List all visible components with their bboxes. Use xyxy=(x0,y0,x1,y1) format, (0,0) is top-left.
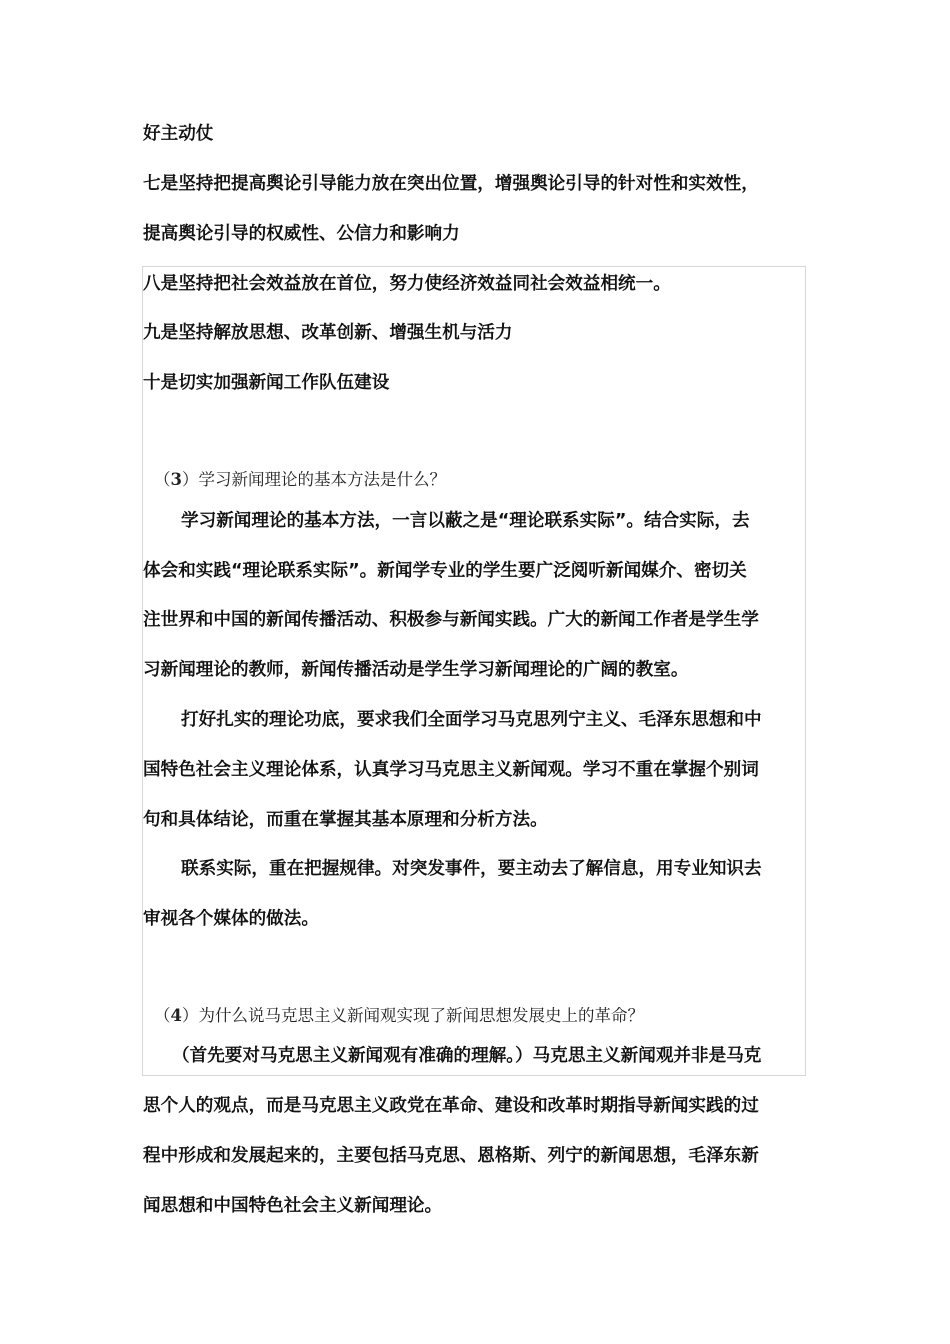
paragraph-line: （首先要对马克思主义新闻观有准确的理解。）马克思主义新闻观并非是马克 xyxy=(172,1046,762,1066)
text-line: 十是切实加强新闻工作队伍建设 xyxy=(143,373,390,393)
text-line: 九是坚持解放思想、改革创新、增强生机与活力 xyxy=(143,323,513,343)
text-line: 八是坚持把社会效益放在首位，努力使经济效益同社会效益相统一。 xyxy=(143,274,671,294)
paragraph-line: 闻思想和中国特色社会主义新闻理论。 xyxy=(143,1196,443,1216)
paragraph-line: 思个人的观点，而是马克思主义政党在革命、建设和改革时期指导新闻实践的过 xyxy=(143,1096,759,1116)
paragraph-line: 学习新闻理论的基本方法，一言以蔽之是“理论联系实际”。结合实际，去 xyxy=(181,511,750,531)
question-4-open: （ xyxy=(154,1006,171,1025)
paragraph-line: 打好扎实的理论功底，要求我们全面学习马克思列宁主义、毛泽东思想和中 xyxy=(181,710,762,730)
paragraph-line: 注世界和中国的新闻传播活动、积极参与新闻实践。广大的新闻工作者是学生学 xyxy=(143,610,759,630)
paragraph-line: 联系实际，重在把握规律。对突发事件，要主动去了解信息，用专业知识去 xyxy=(181,859,762,879)
question-3-heading xyxy=(154,468,446,492)
text-line: 七是坚持把提高舆论引导能力放在突出位置，增强舆论引导的针对性和实效性， xyxy=(143,174,759,194)
text-line: 提高舆论引导的权威性、公信力和影响力 xyxy=(143,224,460,244)
paragraph-line: 审视各个媒体的做法。 xyxy=(143,909,319,929)
text-line: 好主动仗 xyxy=(143,124,214,144)
question-4-heading xyxy=(154,1004,644,1028)
paragraph-line: 程中形成和发展起来的，主要包括马克思、恩格斯、列宁的新闻思想，毛泽东新 xyxy=(143,1146,759,1166)
paragraph-line: 句和具体结论，而重在掌握其基本原理和分析方法。 xyxy=(143,810,548,830)
question-3-open: （ xyxy=(154,470,171,489)
paragraph-line: 习新闻理论的教师，新闻传播活动是学生学习新闻理论的广阔的教室。 xyxy=(143,660,689,680)
question-4-text: ）为什么说马克思主义新闻观实现了新闻思想发展史上的革命？ xyxy=(181,1006,644,1025)
question-3-text: ）学习新闻理论的基本方法是什么？ xyxy=(181,470,446,489)
paragraph-line: 体会和实践“理论联系实际”。新闻学专业的学生要广泛阅听新闻媒介、密切关 xyxy=(143,561,747,581)
paragraph-line: 国特色社会主义理论体系，认真学习马克思主义新闻观。学习不重在掌握个别词 xyxy=(143,760,759,780)
question-3-number: 3 xyxy=(170,470,182,489)
question-4-number: 4 xyxy=(170,1006,182,1025)
